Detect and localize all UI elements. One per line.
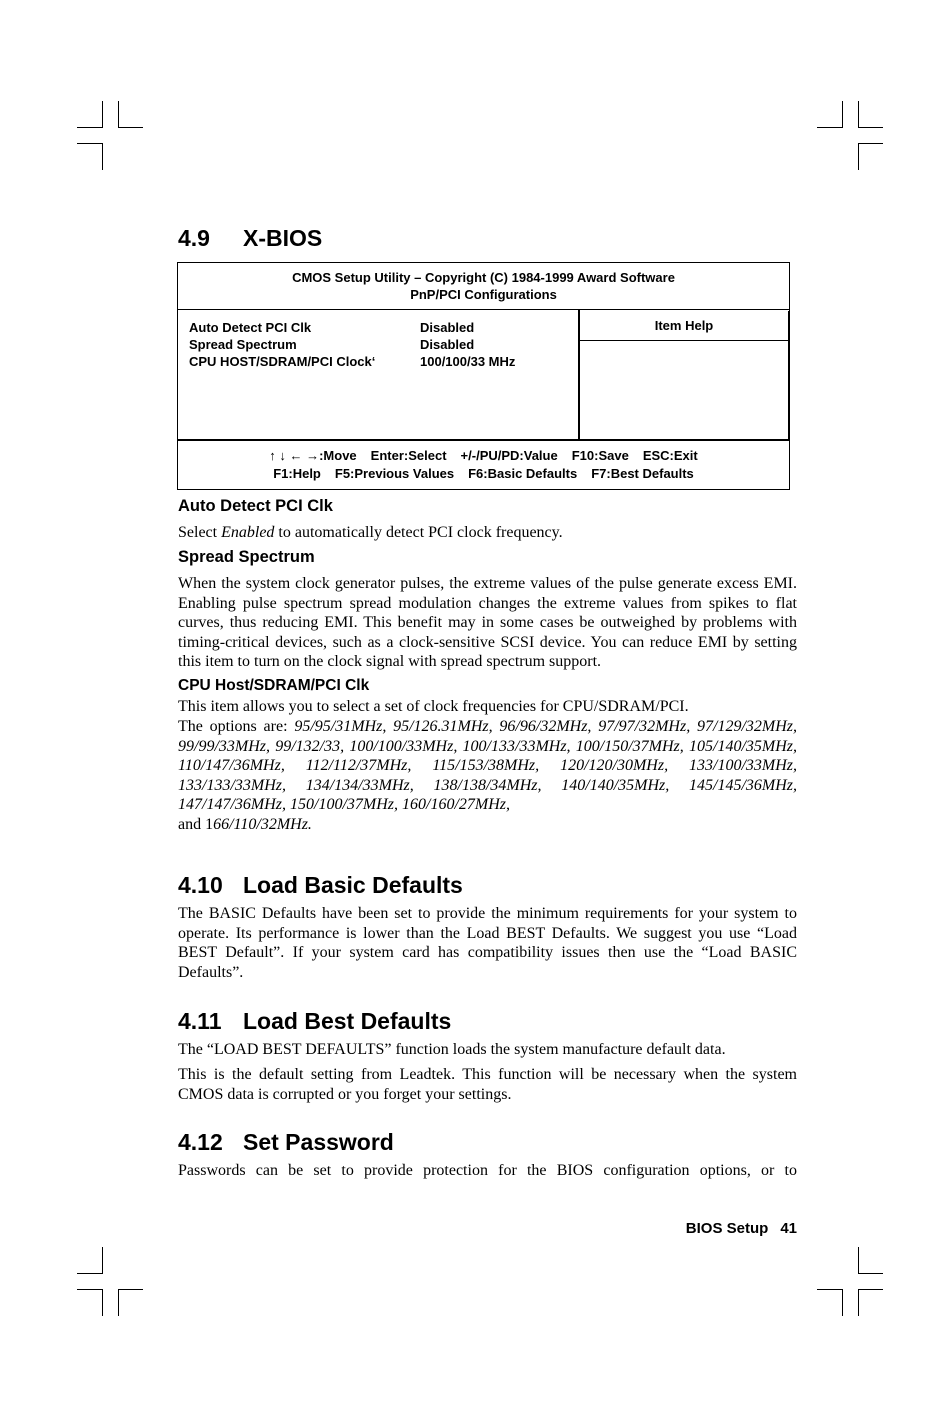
key-value: +/-/PU/PD:Value xyxy=(460,448,558,463)
paragraph-auto-detect xyxy=(178,523,797,543)
crop-mark xyxy=(102,1289,103,1316)
page-number: 41 xyxy=(780,1220,797,1237)
paragraph-load-best-1: The “LOAD BEST DEFAULTS” function loads the system manufacture default data. xyxy=(178,1041,726,1058)
section-number: 4.9 xyxy=(178,225,210,251)
crop-mark xyxy=(102,1247,103,1274)
crop-mark xyxy=(118,1289,119,1316)
crop-mark xyxy=(858,1273,883,1274)
bios-help-panel xyxy=(580,311,789,441)
key-enter: Enter:Select xyxy=(370,448,447,463)
key-f6: F6:Basic Defaults xyxy=(468,466,578,481)
bios-help-title: Item Help xyxy=(580,311,788,341)
section-title: Set Password xyxy=(243,1129,394,1155)
bios-item-label: CPU HOST/SDRAM/PCI Clock‘ xyxy=(189,354,376,369)
section-number: 4.10 xyxy=(178,872,223,898)
options-last: 66/110/32MHz. xyxy=(213,815,312,833)
key-f7: F7:Best Defaults xyxy=(591,466,694,481)
section-heading-4-12 xyxy=(178,1129,394,1156)
emphasis-enabled: Enabled xyxy=(221,524,275,541)
section-number: 4.11 xyxy=(178,1008,222,1034)
subheading-auto-detect: Auto Detect PCI Clk xyxy=(178,497,333,515)
bios-settings-panel xyxy=(178,310,580,441)
text-run: to automatically detect PCI clock frequency. xyxy=(274,524,563,541)
paragraph-cpu-host-options xyxy=(178,717,797,835)
crop-mark xyxy=(858,101,859,128)
crop-mark xyxy=(842,101,843,128)
section-title: Load Best Defaults xyxy=(243,1008,452,1034)
crop-mark xyxy=(858,143,859,170)
crop-mark xyxy=(77,1273,102,1274)
crop-mark xyxy=(102,143,103,170)
bios-item-auto-detect[interactable] xyxy=(189,319,474,336)
bios-key-legend-line2 xyxy=(178,465,789,483)
section-number: 4.12 xyxy=(178,1129,223,1155)
subheading-spread-spectrum: Spread Spectrum xyxy=(178,548,315,566)
crop-mark xyxy=(77,1289,102,1290)
paragraph-load-best-2: This is the default setting from Leadtek. This function will be necessary when the system CMOS data is corrupted or you forget your settings. xyxy=(178,1066,797,1103)
crop-mark xyxy=(817,127,842,128)
section-title: X-BIOS xyxy=(243,225,323,251)
options-list: 95/95/31MHz, 95/126.31MHz, 96/96/32MHz, 97/97/32MHz, 97/129/32MHz, 99/99/33MHz, 99/132/33, 100/100/33MHz, 100/133/33MHz, 100/150/37MHz, 105/140/35MHz, 110/147/36MHz, 112/112/37MHz, 115/153/38MHz, 120/120/30MHz, 133/100/33MHz, 133/133/33MHz, 134/134/33MHz, 138/138/34MHz, 140/140/35MHz, 145/145/36MHz, 147/147/36MHz, 150/100/37MHz, 160/160/27MHz, xyxy=(178,718,797,814)
bios-item-value[interactable]: 100/100/33 MHz xyxy=(420,354,516,369)
crop-mark xyxy=(858,127,883,128)
key-f10: F10:Save xyxy=(571,448,629,463)
bios-key-legend xyxy=(178,441,789,489)
section-heading-4-11 xyxy=(178,1008,451,1035)
bios-header-subtitle: PnP/PCI Configurations xyxy=(410,287,557,302)
paragraph-load-basic: The BASIC Defaults have been set to provide the minimum requirements for your system to operate. Its performance is lower than the Load BEST Defaults. We suggest you use “Load BEST Default”. If your system card has compatibility issues then use the “Load BASIC Defaults”. xyxy=(178,905,797,981)
bios-item-value[interactable]: Disabled xyxy=(420,320,475,335)
bios-header-title: CMOS Setup Utility – Copyright (C) 1984-1999 Award Software xyxy=(292,270,675,285)
crop-mark xyxy=(842,1289,843,1316)
bios-item-value[interactable]: Disabled xyxy=(420,337,475,352)
bios-item-spread-spectrum[interactable] xyxy=(189,336,474,353)
crop-mark xyxy=(817,1289,842,1290)
crop-mark xyxy=(102,101,103,128)
crop-mark xyxy=(858,1289,859,1316)
footer-label: BIOS Setup xyxy=(685,1220,769,1237)
crop-mark xyxy=(118,101,119,128)
crop-mark xyxy=(858,1289,883,1290)
crop-mark xyxy=(118,127,143,128)
options-intro: The options are: xyxy=(178,718,288,735)
key-esc: ESC:Exit xyxy=(642,448,698,463)
bios-key-legend-line1 xyxy=(178,447,789,465)
paragraph-cpu-host-intro: This item allows you to select a set of clock frequencies for CPU/SDRAM/PCI. xyxy=(178,698,689,715)
crop-mark xyxy=(858,143,883,144)
key-f1: F1:Help xyxy=(273,466,321,481)
paragraph-set-password: Passwords can be set to provide protection for the BIOS configuration options, or to xyxy=(178,1162,797,1179)
key-f5: F5:Previous Values xyxy=(334,466,455,481)
crop-mark xyxy=(118,1289,143,1290)
key-move: ↑ ↓ ← →:Move xyxy=(269,448,357,463)
subheading-cpu-host: CPU Host/SDRAM/PCI Clk xyxy=(178,677,370,694)
bios-item-label: Spread Spectrum xyxy=(189,337,297,352)
crop-mark xyxy=(858,1247,859,1274)
bios-header xyxy=(178,263,789,310)
crop-mark xyxy=(77,143,102,144)
section-title: Load Basic Defaults xyxy=(243,872,463,898)
crop-mark xyxy=(77,127,102,128)
options-and: and 1 xyxy=(178,815,214,833)
bios-item-label: Auto Detect PCI Clk xyxy=(189,320,312,335)
paragraph-spread-spectrum: When the system clock generator pulses, the extreme values of the pulse generate excess EMI. Enabling pulse spectrum spread modulation changes the extreme values from spikes to flat curves, thus reducing EMI. This benefit may in some cases be outweighed by problems with timing-critical devices, such as a clock-sensitive SCSI device. You can reduce EMI by setting this item to turn on the clock signal with spread spectrum support. xyxy=(178,575,797,671)
section-heading-4-9 xyxy=(178,225,322,252)
section-heading-4-10 xyxy=(178,872,463,899)
bios-item-cpu-clock[interactable] xyxy=(189,353,515,370)
page-footer xyxy=(686,1220,797,1237)
bios-screen xyxy=(177,262,790,490)
text-run: Select xyxy=(178,524,222,541)
